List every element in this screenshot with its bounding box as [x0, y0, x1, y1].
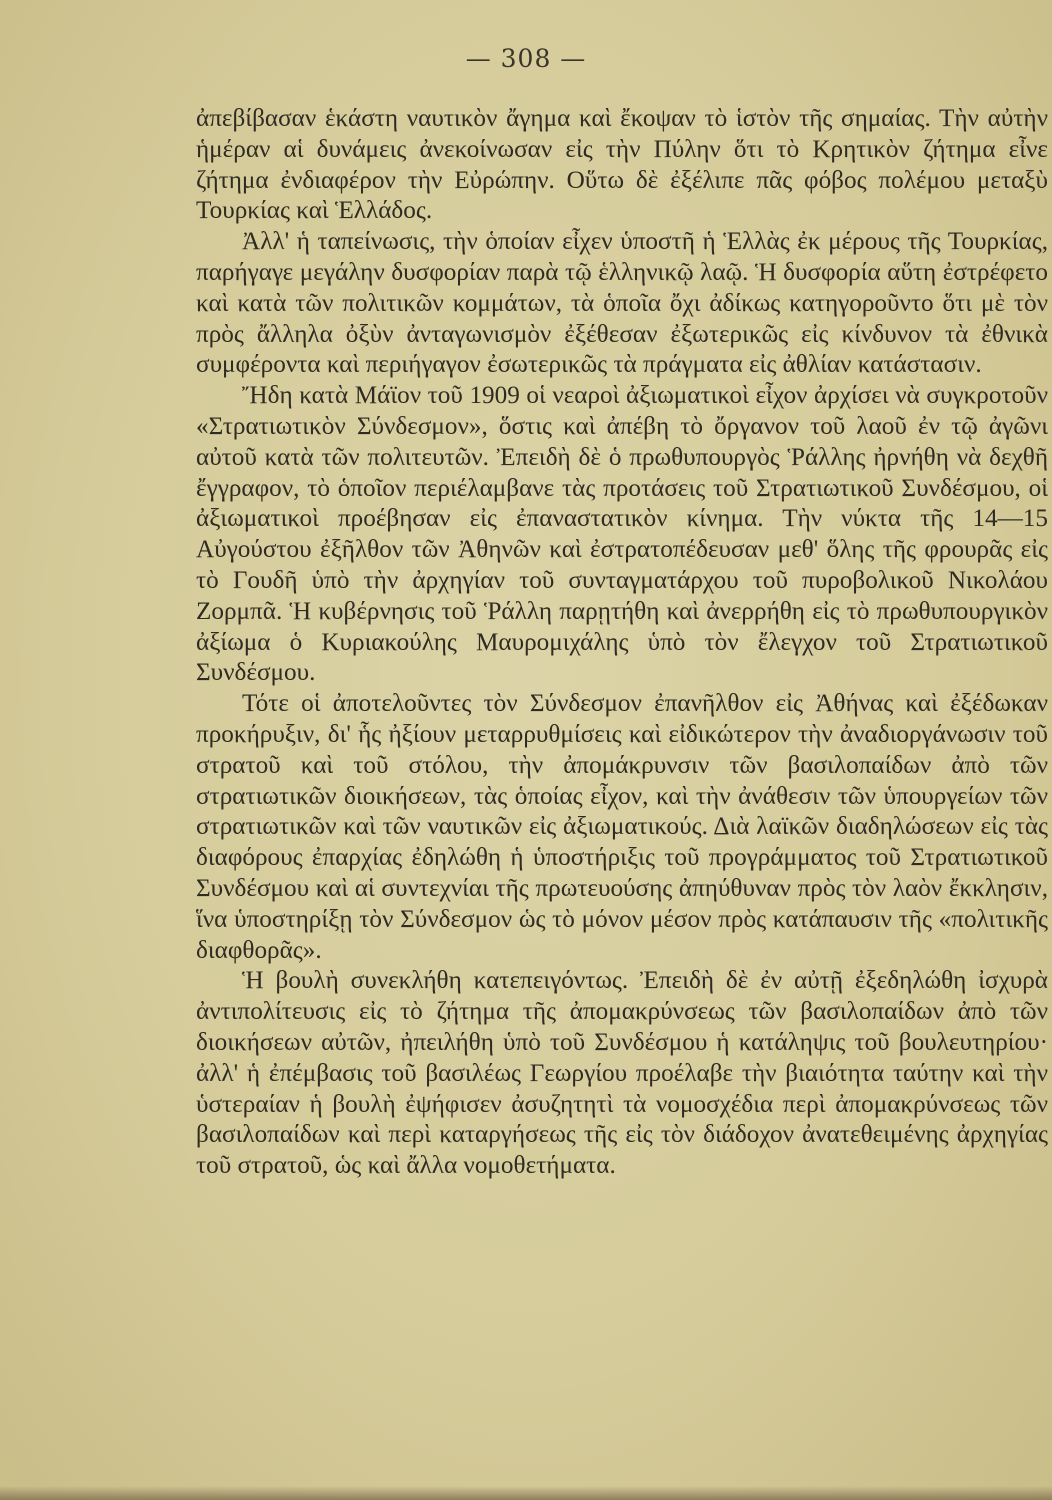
paragraph-5: Ἡ βουλὴ συνεκλήθη κατεπειγόντως. Ἐπειδὴ δὲ ἐν αὐτῇ ἐξεδηλώθη ἰσχυρὰ ἀντιπολίτευσις εἰς τὸ ζήτημα τῆς ἀπομακρύνσεως τῶν βασιλοπαίδων ἀπὸ τῶν διοικήσεων αὐτῶν, ἠπειλήθη ὑπὸ τοῦ Συνδέσμου ἡ κατάληψις τοῦ βουλευτηρίου· ἀλλ' ἡ ἐπέμβασις τοῦ βασιλέως Γεωργίου προέλαβε τὴν βιαιότητα ταύτην καὶ τὴν ὑστεραίαν ἡ βουλὴ ἐψήφισεν ἀσυζητητὶ τὰ νομοσχέδια περὶ ἀπομακρύνσεως τῶν βασιλοπαίδων καὶ περὶ καταργήσεως τῆς εἰς τὸν διάδοχον ἀνατεθειμένης ἀρχηγίας τοῦ στρατοῦ, ὡς καὶ ἄλλα νομοθετήματα.	[196, 967, 1048, 1180]
page-bottom-edge	[0, 1486, 1052, 1500]
paragraph-1: ἀπεβίβασαν ἑκάστη ναυτικὸν ἄγημα καὶ ἔκοψαν τὸ ἱστὸν τῆς σημαίας. Τὴν αὐτὴν ἡμέραν αἱ δυνάμεις ἀνεκοίνωσαν εἰς τὴν Πύλην ὅτι τὸ Κρητικὸν ζήτημα εἶνε ζήτημα ἐνδιαφέρον τὴν Εὐρώπην. Οὕτω δὲ ἐξέλιπε πᾶς φόβος πολέμου μεταξὺ Τουρκίας καὶ Ἑλλάδος.	[196, 105, 1048, 225]
paragraph-4: Τότε οἱ ἀποτελοῦντες τὸν Σύνδεσμον ἐπανῆλθον εἰς Ἀθήνας καὶ ἐξέδωκαν προκήρυξιν, δι' ἧς ἠξίουν μεταρρυθμίσεις καὶ εἰδικώτερον τὴν ἀναδιοργάνωσιν τοῦ στρατοῦ καὶ τοῦ στόλου, τὴν ἀπομάκρυνσιν τῶν βασιλοπαίδων ἀπὸ τῶν στρατιωτικῶν διοικήσεων, τὰς ὁποίας εἶχον, καὶ τὴν ἀνάθεσιν τῶν ὑπουργείων τῶν στρατιωτικῶν καὶ τῶν ναυτικῶν εἰς ἀξιωματικούς. Διὰ λαϊκῶν διαδηλώσεων εἰς τὰς διαφόρους ἐπαρχίας ἐδηλώθη ἡ ὑποστήριξις τοῦ προγράμματος τοῦ Στρατιωτικοῦ Συνδέσμου καὶ αἱ συντεχνίαι τῆς πρωτευούσης ἀπηύθυναν πρὸς τὸν λαὸν ἔκκλησιν, ἵνα ὑποστηρίξῃ τὸν Σύνδεσμον ὡς τὸ μόνον μέσον πρὸς κατάπαυσιν τῆς «πολιτικῆς διαφθορᾶς».	[196, 690, 1048, 964]
paragraph-2: Ἀλλ' ἡ ταπείνωσις, τὴν ὁποίαν εἶχεν ὑποστῆ ἡ Ἑλλὰς ἐκ μέρους τῆς Τουρκίας, παρήγαγε μεγάλην δυσφορίαν παρὰ τῷ ἑλληνικῷ λαῷ. Ἡ δυσφορία αὕτη ἐστρέφετο καὶ κατὰ τῶν πολιτικῶν κομμάτων, τὰ ὁποῖα ὄχι ἀδίκως κατηγοροῦντο ὅτι μὲ τὸν πρὸς ἄλληλα ὀξὺν ἀνταγωνισμὸν ἐξέθεσαν ἐξωτερικῶς εἰς κίνδυνον τὰ ἐθνικὰ συμφέροντα καὶ περιήγαγον ἐσωτερικῶς τὰ πράγματα εἰς ἀθλίαν κατάστασιν.	[196, 228, 1048, 379]
page-number: — 308 —	[465, 44, 587, 73]
body-text	[196, 104, 1048, 1182]
paragraph-3: Ἤδη κατὰ Μάϊον τοῦ 1909 οἱ νεαροὶ ἀξιωματικοὶ εἶχον ἀρχίσει νὰ συγκροτοῦν «Στρατιωτικὸν Σύνδεσμον», ὅστις καὶ ἀπέβη τὸ ὄργανον τοῦ λαοῦ ἐν τῷ ἀγῶνι αὐτοῦ κατὰ τῶν πολιτευτῶν. Ἐπειδὴ δὲ ὁ πρωθυπουργὸς Ῥάλλης ἠρνήθη νὰ δεχθῆ ἔγγραφον, τὸ ὁποῖον περιέλαμβανε τὰς προτάσεις τοῦ Στρατιωτικοῦ Συνδέσμου, οἱ ἀξιωματικοὶ προέβησαν εἰς ἐπαναστατικὸν κίνημα. Τὴν νύκτα τῆς 14—15 Αὐγούστου ἐξῆλθον τῶν Ἀθηνῶν καὶ ἐστρατοπέδευσαν μεθ' ὅλης τῆς φρουρᾶς εἰς τὸ Γουδῆ ὑπὸ τὴν ἀρχηγίαν τοῦ συνταγματάρχου τοῦ πυροβολικοῦ Νικολάου Ζορμπᾶ. Ἡ κυβέρνησις τοῦ Ῥάλλη παρῃτήθη καὶ ἀνερρήθη εἰς τὸ πρωθυπουργικὸν ἀξίωμα ὁ Κυριακούλης Μαυρομιχάλης ὑπὸ τὸν ἔλεγχον τοῦ Στρατιωτικοῦ Συνδέσμου.	[196, 382, 1048, 687]
